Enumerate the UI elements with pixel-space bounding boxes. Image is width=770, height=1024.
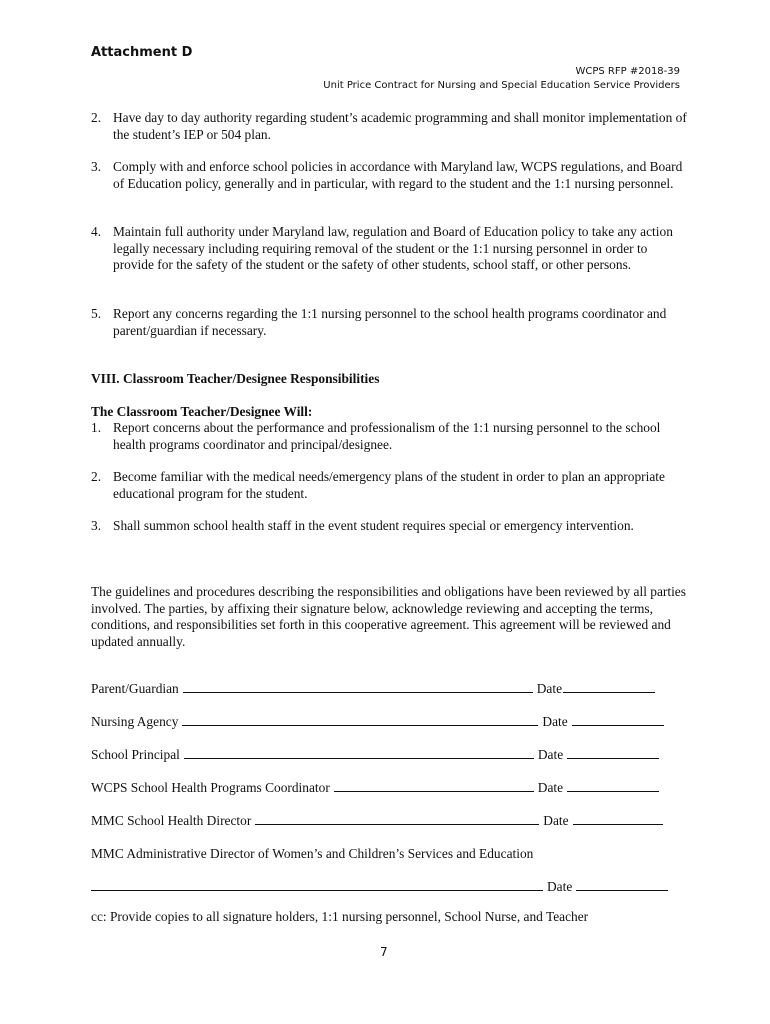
contract-title: Unit Price Contract for Nursing and Special Education Service Providers	[323, 80, 680, 91]
item-number: 2.	[91, 469, 102, 484]
signature-label: Nursing Agency	[91, 714, 179, 729]
signature-row-principal	[91, 747, 663, 763]
list-item	[91, 159, 691, 192]
date-label: Date	[536, 681, 563, 696]
list-item	[91, 110, 691, 143]
cc-note: cc: Provide copies to all signature holders, 1:1 nursing personnel, School Nurse, and Teacher	[91, 909, 589, 924]
attachment-label: Attachment D	[91, 45, 193, 60]
date-line[interactable]	[572, 714, 664, 726]
item-text: Maintain full authority under Maryland law, regulation and Board of Education policy to take any action legally necessary including requiring removal of the student or the 1:1 nursing personnel in order to provide for the safety of the student or the safety of other students, school staff, or other persons.	[113, 224, 673, 272]
item-text: Comply with and enforce school policies in accordance with Maryland law, WCPS regulations, and Board of Education policy, generally and in particular, with regard to the student and the 1:1 nursing personnel.	[113, 159, 683, 191]
item-number: 4.	[91, 224, 102, 239]
signature-label: WCPS School Health Programs Coordinator	[91, 780, 330, 795]
signature-label: School Principal	[91, 747, 180, 762]
signature-row-mmc-director	[91, 813, 667, 829]
date-label: Date	[542, 714, 568, 729]
signature-label: Parent/Guardian	[91, 681, 179, 696]
item-number: 5.	[91, 306, 102, 321]
signature-row-parent	[91, 681, 659, 697]
signature-line[interactable]	[255, 813, 539, 825]
signature-line[interactable]	[183, 681, 533, 693]
item-number: 3.	[91, 518, 102, 533]
item-number: 3.	[91, 159, 102, 174]
section-heading: VIII. Classroom Teacher/Designee Responsibilities	[91, 371, 380, 386]
page-number: 7	[380, 945, 388, 959]
signature-row-nursing-agency	[91, 714, 668, 730]
item-text: Report any concerns regarding the 1:1 nursing personnel to the school health programs coordinator and parent/guardian if necessary.	[113, 306, 667, 338]
agreement-paragraph: The guidelines and procedures describing the responsibilities and obligations have been reviewed by all parties involved. The parties, by affixing their signature below, acknowledge reviewing and accepting the terms, conditions, and responsibilities set forth in this cooperative agreement. This agreement will be reviewed and updated annually.	[91, 584, 686, 649]
signature-label: MMC School Health Director	[91, 813, 252, 828]
date-line[interactable]	[563, 681, 655, 693]
signature-line[interactable]	[184, 747, 534, 759]
item-number: 1.	[91, 420, 102, 435]
signature-label-mmc-admin: MMC Administrative Director of Women’s and Children’s Services and Education	[91, 846, 534, 861]
signature-row-coordinator	[91, 780, 663, 796]
date-label: Date	[547, 879, 573, 894]
date-line[interactable]	[567, 747, 659, 759]
list-item	[91, 420, 691, 453]
list-item	[91, 469, 691, 502]
item-text: Have day to day authority regarding student’s academic programming and shall monitor implementation of the student’s IEP or 504 plan.	[113, 110, 687, 142]
list-item	[91, 306, 691, 339]
list-item	[91, 224, 691, 274]
signature-line[interactable]	[182, 714, 538, 726]
item-text: Report concerns about the performance and professionalism of the 1:1 nursing personnel to the school health programs coordinator and principal/designee.	[113, 420, 661, 452]
item-text: Shall summon school health staff in the event student requires special or emergency intervention.	[113, 518, 634, 533]
item-text: Become familiar with the medical needs/emergency plans of the student in order to plan an appropriate educational program for the student.	[113, 469, 665, 501]
date-line[interactable]	[573, 813, 663, 825]
signature-line[interactable]	[91, 879, 543, 891]
date-label: Date	[537, 780, 564, 795]
signature-row-mmc-admin	[91, 879, 672, 895]
date-label: Date	[543, 813, 569, 828]
rfp-number: WCPS RFP #2018-39	[575, 66, 680, 77]
list-item	[91, 518, 691, 535]
section-subheading: The Classroom Teacher/Designee Will:	[91, 404, 313, 419]
date-label: Date	[537, 747, 564, 762]
date-line[interactable]	[567, 780, 659, 792]
date-line[interactable]	[576, 879, 668, 891]
item-number: 2.	[91, 110, 102, 125]
signature-line[interactable]	[334, 780, 534, 792]
